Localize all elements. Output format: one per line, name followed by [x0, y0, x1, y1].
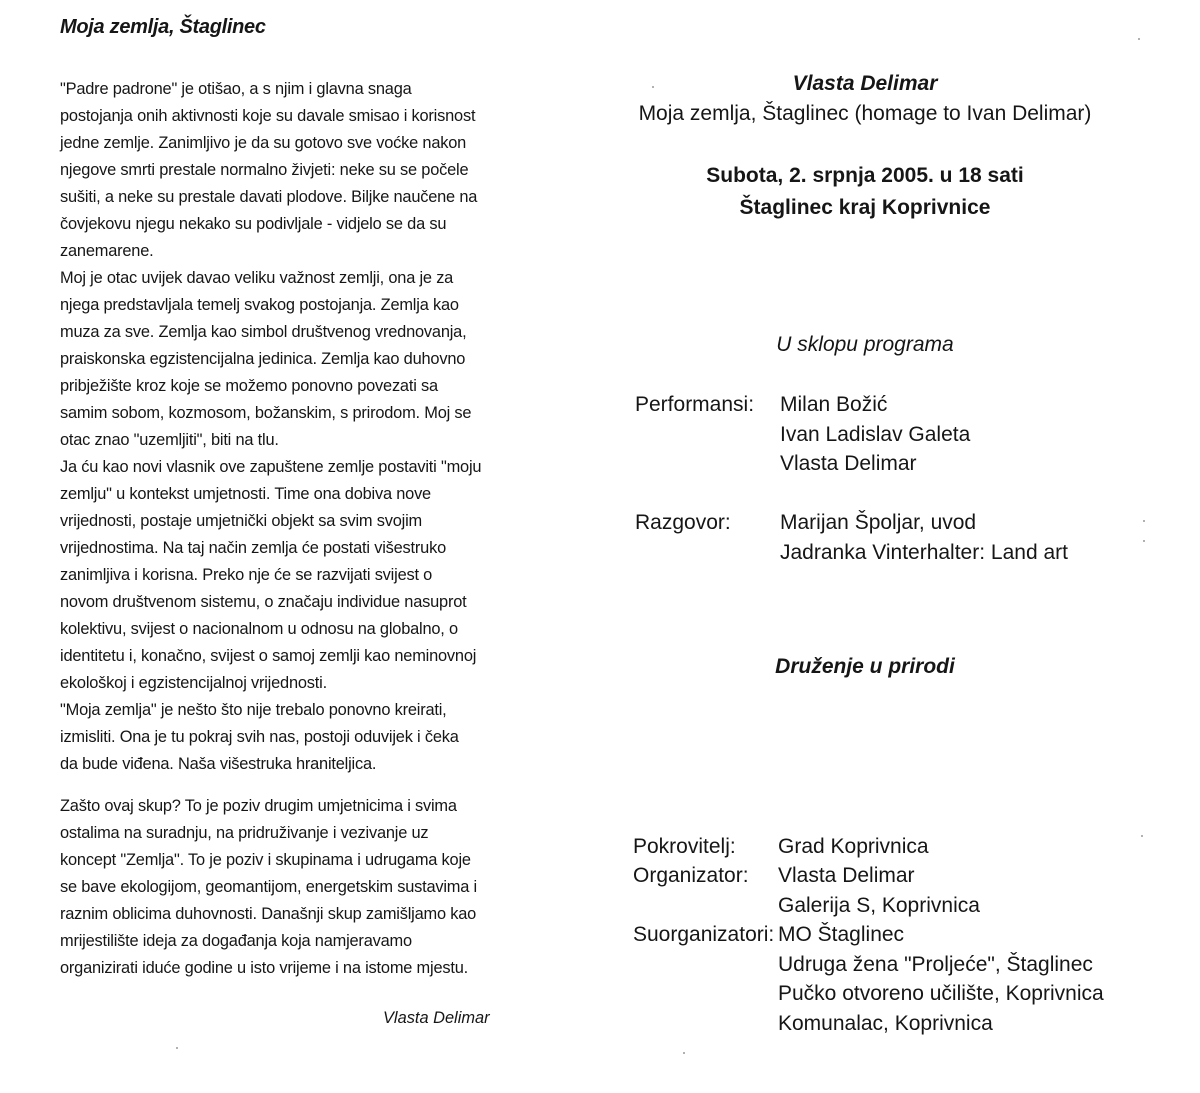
text-line: izmisliti. Ona je tu pokraj svih nas, postoji oduvijek i čeka	[60, 728, 459, 746]
text-line: identitetu i, konačno, svijest o samoj zemlji kao neminovnoj	[60, 647, 477, 665]
social-heading: Druženje u prirodi	[775, 655, 955, 678]
performer-name: Milan Božić	[780, 393, 888, 416]
text-line: muza za sve. Zemlja kao simbol društvenog vrednovanja,	[60, 323, 467, 341]
text-line: ostalima na suradnju, na pridruživanje i vezivanje uz	[60, 824, 429, 842]
scan-speck	[683, 1052, 685, 1054]
text-line: zemlju" u kontekst umjetnosti. Time ona dobiva nove	[60, 485, 431, 503]
text-line: otac znao "uzemljiti", biti na tlu.	[60, 431, 279, 449]
text-line: novom društvenom sistemu, o značaju individue nasuprot	[60, 593, 467, 611]
scan-speck	[1143, 540, 1145, 542]
text-line: praiskonska egzistencijalna jedinica. Zemlja kao duhovno	[60, 350, 466, 368]
coorganizer-name: Komunalac, Koprivnica	[778, 1011, 993, 1035]
coorganizers-label: Suorganizatori:	[633, 923, 775, 946]
performers-list	[780, 390, 970, 479]
talk-item: Jadranka Vinterhalter: Land art	[780, 540, 1068, 564]
text-line: Moj je otac uvijek davao veliku važnost zemlji, ona je za	[60, 269, 454, 287]
text-line: ekološkoj i egzistencijalnoj vrijednosti.	[60, 674, 327, 692]
text-line: koncept "Zemlja". To je poziv i skupinama i udrugama koje	[60, 851, 471, 869]
text-line: "Moja zemlja" je nešto što nije trebalo ponovno kreirati,	[60, 701, 447, 719]
organizers-list	[778, 861, 980, 920]
patron-label: Pokrovitelj:	[633, 835, 736, 858]
article-title: Moja zemlja, Štaglinec	[60, 16, 266, 38]
text-line: organizirati iduće godine u isto vrijeme i na istome mjestu.	[60, 959, 468, 977]
event-date: Subota, 2. srpnja 2005. u 18 sati	[706, 164, 1024, 187]
text-line: da bude viđena. Naša višestruka hraniteljica.	[60, 755, 377, 773]
event-place: Štaglinec kraj Koprivnice	[739, 196, 991, 219]
artist-name: Vlasta Delimar	[792, 72, 938, 95]
program-heading: U sklopu programa	[776, 333, 954, 356]
scan-speck	[1141, 835, 1143, 837]
talk-label: Razgovor:	[635, 511, 731, 534]
text-line: raznim oblicima duhovnosti. Današnji skup zamišljamo kao	[60, 905, 477, 923]
organizer-name: Vlasta Delimar	[778, 864, 915, 887]
performer-name: Ivan Ladislav Galeta	[780, 422, 971, 446]
text-line: zanimljiva i korisna. Preko nje će se razvijati svijest o	[60, 566, 433, 584]
paragraph-main	[60, 76, 481, 778]
patron-name: Grad Koprivnica	[778, 835, 929, 858]
coorganizers-list	[778, 920, 1104, 1038]
scan-speck	[652, 86, 654, 88]
program-column-right	[615, 0, 1175, 1093]
text-line: se bave ekologijom, geomantijom, energetskim sustavima i	[60, 878, 477, 896]
coorganizer-name: MO Štaglinec	[778, 923, 905, 946]
scan-speck	[1143, 520, 1145, 522]
text-line: jedne zemlje. Zanimljivo je da su gotovo sve voćke nakon	[60, 134, 467, 152]
exhibit-title: Moja zemlja, Štaglinec (homage to Ivan Delimar)	[638, 102, 1092, 125]
talks-list	[780, 508, 1068, 567]
paragraph-invitation	[60, 793, 477, 982]
patron-value	[778, 832, 929, 862]
organizer-label: Organizator:	[633, 864, 749, 887]
text-line: samim sobom, kozmosom, božanskim, s prirodom. Moj se	[60, 404, 472, 422]
performer-name: Vlasta Delimar	[780, 452, 917, 475]
scan-speck	[1138, 38, 1140, 40]
organizer-name: Galerija S, Koprivnica	[778, 893, 980, 917]
text-line: kolektivu, svijest o nacionalnom u odnosu na globalno, o	[60, 620, 458, 638]
text-line: Ja ću kao novi vlasnik ove zapuštene zemlje postaviti "moju	[60, 458, 482, 476]
text-line: Zašto ovaj skup? To je poziv drugim umjetnicima i svima	[60, 797, 457, 815]
coorganizer-name: Udruga žena "Proljeće", Štaglinec	[778, 952, 1093, 976]
text-line: sušiti, a neke su prestale davati plodove. Biljke naučene na	[60, 188, 478, 206]
talk-item: Marijan Špoljar, uvod	[780, 511, 977, 534]
performances-label: Performansi:	[635, 393, 755, 416]
scan-speck	[176, 1047, 178, 1049]
text-line: njega predstavljala temelj svakog postojanja. Zemlja kao	[60, 296, 459, 314]
text-line: mrijestilište ideja za događanja koja namjeravamo	[60, 932, 412, 950]
author-signature: Vlasta Delimar	[383, 1009, 490, 1027]
text-line: čovjekovu njegu nekako su podivljale - vidjelo se da su	[60, 215, 447, 233]
text-line: pribježište kroz koje se možemo ponovno povezati sa	[60, 377, 438, 395]
text-line: zanemarene.	[60, 242, 154, 260]
text-line: "Padre padrone" je otišao, a s njim i glavna snaga	[60, 80, 412, 98]
text-line: vrijednosti, postaje umjetnički objekt sa svim svojim	[60, 512, 422, 530]
text-line: njegove smrti prestale normalno živjeti: neke su se počele	[60, 161, 469, 179]
coorganizer-name: Pučko otvoreno učilište, Koprivnica	[778, 982, 1104, 1005]
text-line: vrijednostima. Na taj način zemlja će postati višestruko	[60, 539, 446, 557]
text-line: postojanja onih aktivnosti koje su davale smisao i korisnost	[60, 107, 476, 125]
